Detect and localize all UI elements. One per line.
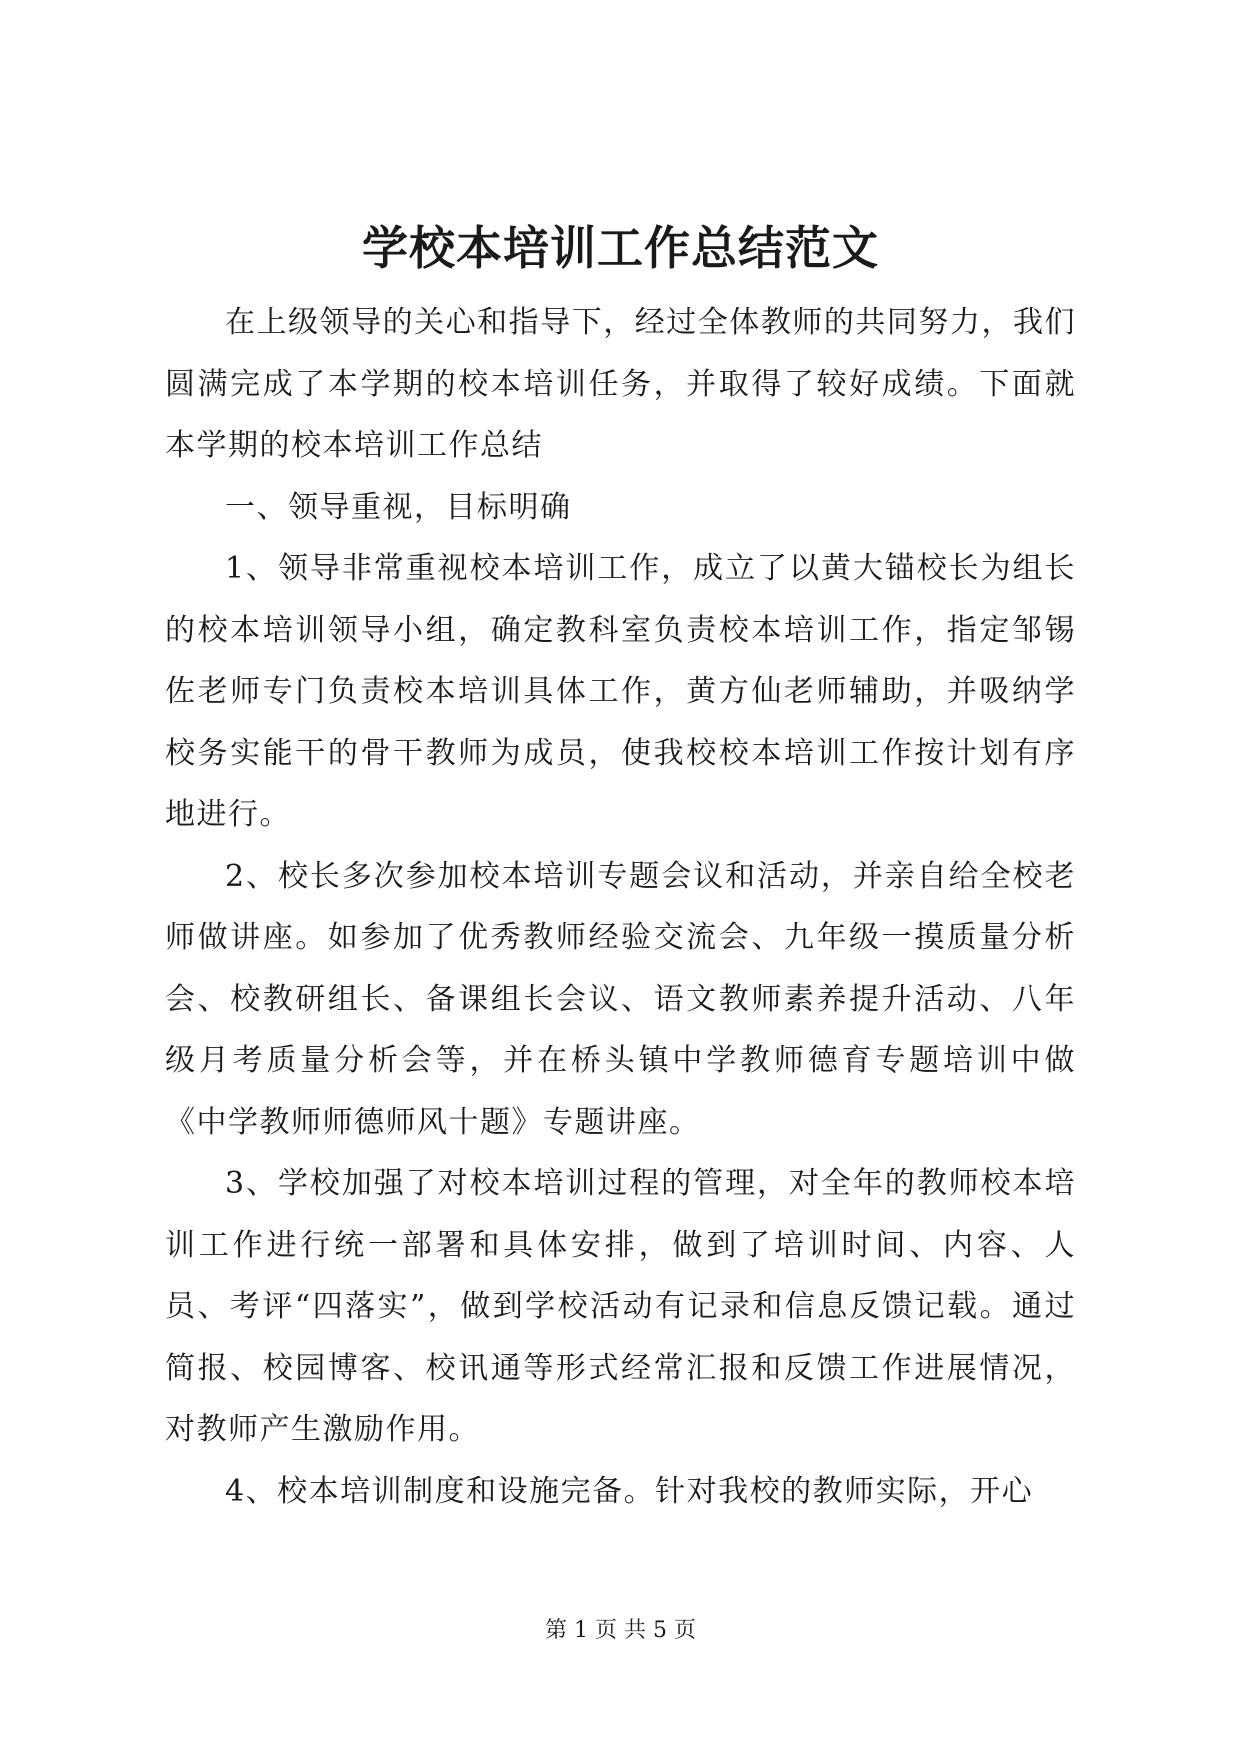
- document-body: [165, 292, 1076, 1522]
- paragraph-3: 3、学校加强了对校本培训过程的管理，对全年的教师校本培训工作进行统一部署和具体安排，做到了培训时间、内容、人员、考评“四落实”，做到学校活动有记录和信息反馈记载。通过简报、校园博客、校讯通等形式经常汇报和反馈工作进展情况，对教师产生激励作用。: [165, 1166, 1076, 1447]
- paragraph-4: 4、校本培训制度和设施完备。针对我校的教师实际，开心: [225, 1473, 1034, 1509]
- section-heading-1: 一、领导重视，目标明确: [225, 489, 572, 525]
- page-footer: 第 1 页 共 5 页: [545, 1618, 696, 1643]
- paragraph-2: 2、校长多次参加校本培训专题会议和活动，并亲自给全校老师做讲座。如参加了优秀教师经验交流会、九年级一摸质量分析会、校教研组长、备课组长会议、语文教师素养提升活动、八年级月考质量分析会等，并在桥头镇中学教师德育专题培训中做《中学教师师德师风十题》专题讲座。: [165, 858, 1076, 1140]
- paragraph-1: 1、领导非常重视校本培训工作，成立了以黄大锚校长为组长的校本培训领导小组，确定教科室负责校本培训工作，指定邹锡佐老师专门负责校本培训具体工作，黄方仙老师辅助，并吸纳学校务实能干的骨干教师为成员，使我校校本培训工作按计划有序地进行。: [165, 551, 1076, 832]
- document-title: 学校本培训工作总结范文: [362, 221, 879, 275]
- intro-paragraph: 在上级领导的关心和指导下，经过全体教师的共同努力，我们圆满完成了本学期的校本培训任务，并取得了较好成绩。下面就本学期的校本培训工作总结: [165, 305, 1076, 463]
